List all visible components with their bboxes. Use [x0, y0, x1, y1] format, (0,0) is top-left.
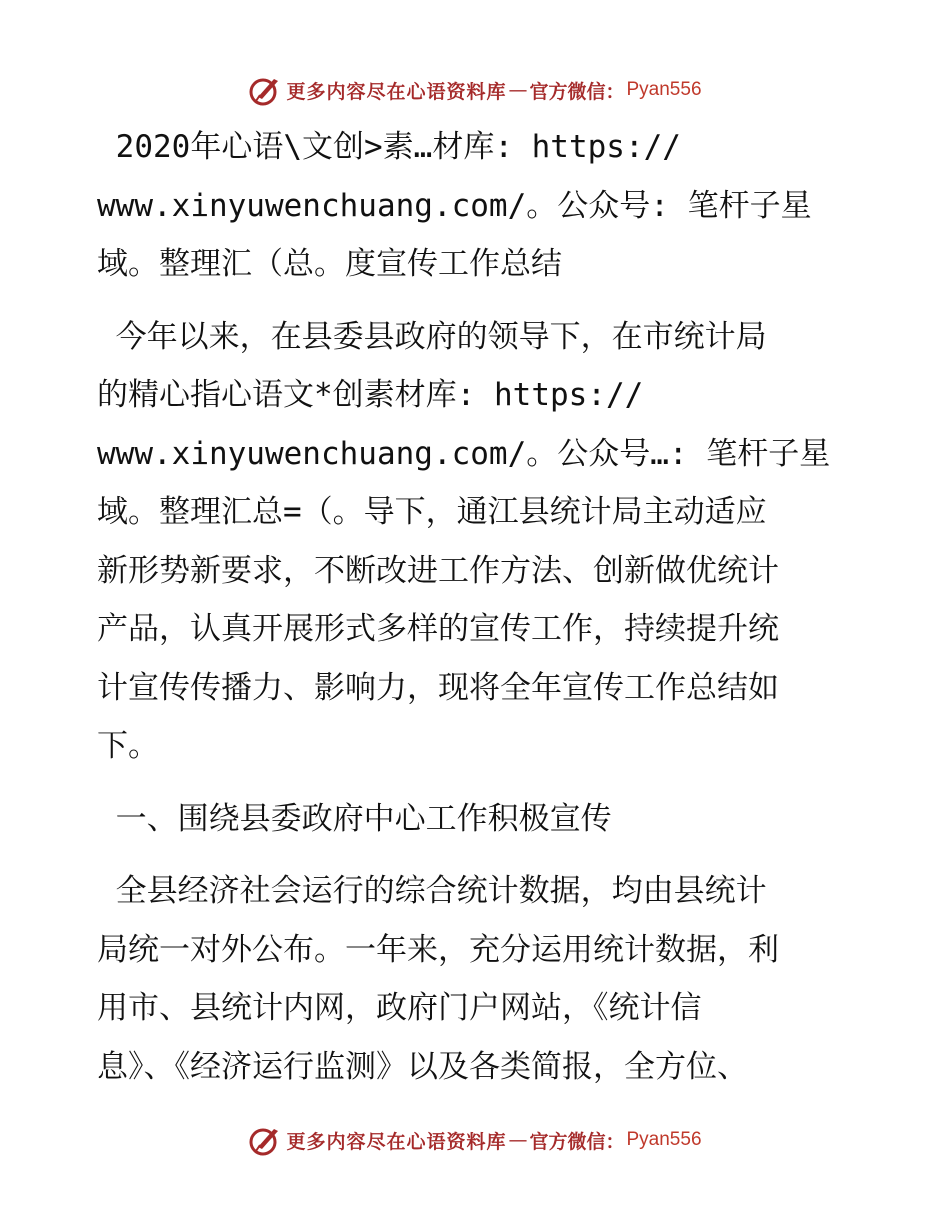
banner-separator: — [508, 79, 528, 101]
banner-wechat-id: Pyan556 [626, 1129, 702, 1150]
banner-wechat-label: 官方微信： [529, 80, 625, 103]
banner-text: 更多内容尽在心语资料库 [286, 80, 507, 103]
document-body [97, 118, 857, 1110]
banner-separator: — [508, 1129, 528, 1151]
footer-banner [0, 1120, 950, 1160]
paragraph-summary: 今年以来，在县委县政府的领导下，在市统计局 的精心指心语文*创素材库: https:// www.xinyuwenchuang.com/。公众号…: 笔杆子星 域。整理汇总=（。导下，通江县统计局主动适应 新形势新要求，不断改进工作方法、创新做优统计 产品，认真开展形式多样的宣传工作，持续提升统 计宣传传播力、影响力，现将全年宣传工作总结如 下。 [97, 318, 831, 764]
feather-pen-circle-icon [248, 1123, 282, 1157]
section-heading: 一、围绕县委政府中心工作积极宣传 [97, 800, 612, 837]
banner-wechat-id: Pyan556 [626, 79, 702, 100]
header-banner [0, 70, 950, 110]
banner-text: 更多内容尽在心语资料库 [286, 1130, 507, 1153]
paragraph-intro: 2020年心语\文创>素…材库: https:// www.xinyuwenchuang.com/。公众号: 笔杆子星 域。整理汇（总。度宣传工作总结 [97, 129, 812, 282]
paragraph-section-one: 全县经济社会运行的综合统计数据，均由县统计 局统一对外公布。一年来，充分运用统计数据，利 用市、县统计内网，政府门户网站，《统计信 息》、《经济运行监测》以及各类简报，全方位、 [97, 873, 779, 1085]
feather-pen-circle-icon [248, 73, 282, 107]
banner-wechat-label: 官方微信： [529, 1130, 625, 1153]
